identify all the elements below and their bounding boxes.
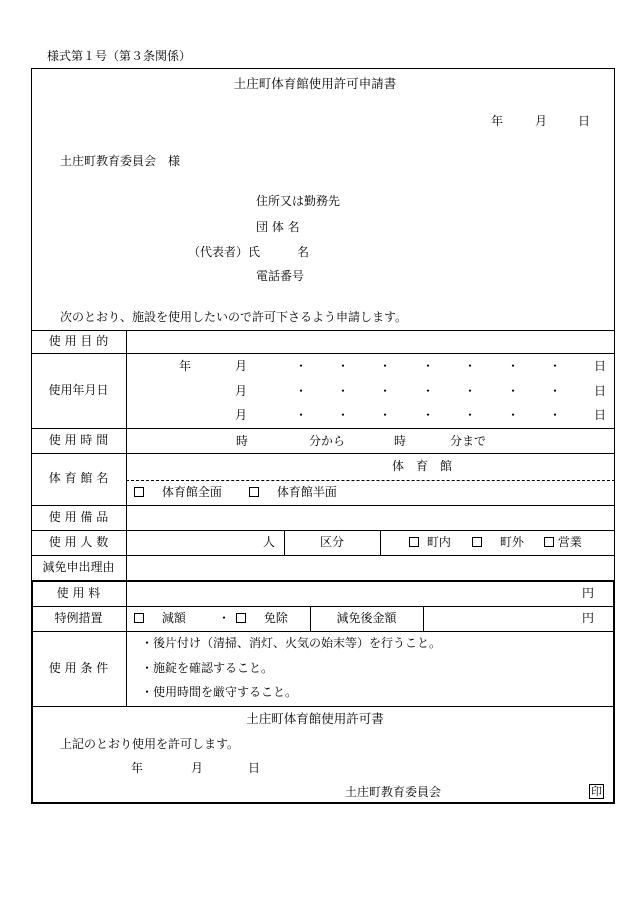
option-business-label: 営業 [557,535,582,549]
time-end-hour-unit: 時 [394,434,407,448]
date-dot: ・ [422,359,435,373]
time-until-unit: 分まで [450,434,487,448]
date-day-unit: 日 [594,408,607,422]
time-start-hour-unit: 時 [236,434,249,448]
name-label: 名 [297,245,310,259]
date-dot: ・ [337,359,350,373]
permit-title: 土庄町体育館使用許可書 [246,711,384,726]
seal-mark: 印 [591,785,602,798]
checkbox-icon[interactable] [134,613,144,623]
date-dot: ・ [549,408,562,422]
checkbox-icon[interactable] [236,613,246,623]
fee-label: 使 用 料 [56,586,101,600]
organization-label: 団 体 名 [256,220,300,234]
date-dot: ・ [422,384,435,398]
permit-date-year: 年 [131,761,144,775]
application-date-day: 日 [578,114,591,128]
address-label: 住所又は勤務先 [256,194,341,208]
application-date-year: 年 [491,114,504,128]
date-dot: ・ [295,359,308,373]
representative-label: （代表者）氏 [188,245,261,259]
category-label: 区分 [319,535,344,549]
condition-item: ・施錠を確認すること。 [141,661,274,675]
permit-date-month: 月 [191,761,204,775]
application-date-month: 月 [535,114,548,128]
permit-statement: 上記のとおり使用を許可します。 [60,737,240,751]
option-in-label: 町内 [426,535,451,549]
date-month-unit: 月 [235,408,248,422]
time-field[interactable] [127,429,614,453]
after-exemption-label: 減免後金額 [336,611,397,625]
checkbox-icon[interactable] [249,487,259,497]
gym-label: 体 育 館 名 [48,471,109,485]
gym-full-option[interactable] [134,486,222,498]
date-dot: ・ [337,384,350,398]
application-statement: 次のとおり、施設を使用したいので許可下さるよう申請します。 [60,310,408,324]
people-count-field[interactable] [127,531,284,555]
after-exemption-unit: 円 [582,611,595,625]
special-reduce-option[interactable] [134,612,186,624]
gym-full-label: 体育館全面 [161,485,222,499]
date-dot: ・ [337,408,350,422]
people-option-business[interactable] [544,536,582,548]
people-label: 使 用 人 数 [48,535,109,549]
addressee: 土庄町教育委員会 様 [60,154,181,168]
date-dot: ・ [379,384,392,398]
date-dot: ・ [295,408,308,422]
date-month-unit: 月 [235,359,248,373]
condition-item: ・後片付け（清掃、消灯、火気の始末等）を行うこと。 [141,636,442,650]
equipment-field[interactable] [127,506,614,530]
people-option-out[interactable] [472,536,524,548]
form-number: 様式第１号（第３条関係） [47,49,192,63]
time-label: 使 用 時 間 [48,433,109,447]
exemption-reason-label: 減免申出理由 [42,560,115,574]
date-dot: ・ [422,408,435,422]
permit-issuer: 土庄町教育委員会 [345,785,442,799]
gym-half-option[interactable] [249,486,337,498]
special-exempt-option[interactable] [236,612,288,624]
date-dot: ・ [507,384,520,398]
dates-field[interactable] [127,354,614,428]
date-day-unit: 日 [594,359,607,373]
dates-label: 使用年月日 [48,383,109,397]
date-dot: ・ [464,408,477,422]
row-divider [31,631,615,632]
purpose-label: 使 用 目 的 [48,334,109,348]
date-dot: ・ [549,359,562,373]
condition-item: ・使用時間を厳守すること。 [141,685,298,699]
phone-label: 電話番号 [256,269,305,283]
gym-suffix: 体 育 館 [392,459,453,473]
people-unit: 人 [263,535,276,549]
gym-half-label: 体育館半面 [276,485,337,499]
people-option-in[interactable] [409,536,451,548]
gym-field[interactable] [127,454,614,505]
purpose-field[interactable] [127,331,614,353]
equipment-label: 使 用 備 品 [48,510,109,524]
checkbox-icon[interactable] [544,537,554,547]
row-divider [31,706,615,707]
option-out-label: 町外 [499,535,524,549]
reduce-label: 減額 [161,611,186,625]
date-year-unit: 年 [179,359,192,373]
date-dot: ・ [295,384,308,398]
fee-unit: 円 [582,586,595,600]
checkbox-icon[interactable] [134,487,144,497]
exemption-reason-field[interactable] [127,556,614,580]
checkbox-icon[interactable] [409,537,419,547]
checkbox-icon[interactable] [472,537,482,547]
exempt-label: 免除 [263,611,288,625]
fee-field[interactable] [127,582,613,606]
after-exemption-amount-field[interactable] [424,607,613,631]
date-dot: ・ [549,384,562,398]
date-month-unit: 月 [235,384,248,398]
date-dot: ・ [464,384,477,398]
date-dot: ・ [379,408,392,422]
conditions-label: 使 用 条 件 [48,661,109,675]
date-dot: ・ [464,359,477,373]
special-label: 特例措置 [54,611,103,625]
people-row-divider [380,530,381,555]
date-dot: ・ [379,359,392,373]
special-separator: ・ [218,611,231,625]
date-dot: ・ [507,408,520,422]
date-day-unit: 日 [594,384,607,398]
time-from-unit: 分から [309,434,346,448]
row-divider [31,530,615,531]
application-title: 土庄町体育館使用許可申請書 [233,76,397,91]
date-dot: ・ [507,359,520,373]
permit-date-day: 日 [248,761,261,775]
